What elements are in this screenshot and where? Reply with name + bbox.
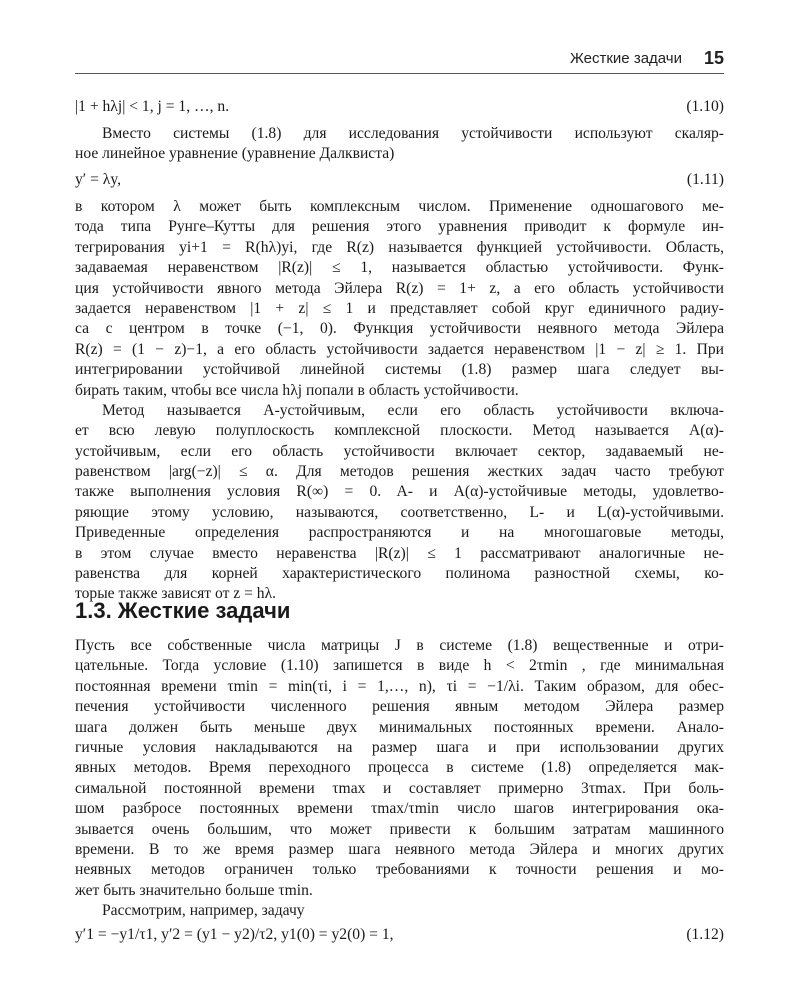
text-block-top	[75, 97, 724, 192]
paragraph-line: ет всю левую полуплоскость комплексной плоскости. Метод называется A(α)-	[75, 422, 724, 440]
page-number: 15	[703, 48, 724, 68]
paragraph-line: жет быть значительно больше τmin.	[75, 881, 313, 899]
paragraph-line: задаваемая неравенством |R(z)| ≤ 1, называется областью устойчивости. Функ-	[75, 259, 724, 277]
equation-1-11	[75, 170, 724, 192]
paragraph-line: ция устойчивости явного метода Эйлера R(z) = 1+ z, а его область устойчивости	[75, 279, 724, 297]
equation-1-12	[75, 925, 724, 947]
paragraph-line: тода типа Рунге–Кутты для решения этого уравнения приводит к формуле ин-	[75, 218, 724, 236]
text-block-stability	[75, 197, 724, 605]
paragraph-line: равенства для корней характеристического полинома разностной схемы, ко-	[75, 565, 724, 583]
paragraph-line: ряющие этому условию, называются, соответственно, L- и L(α)-устойчивыми.	[75, 503, 724, 521]
paragraph-line: устойчивым, если его область устойчивости включает сектор, задаваемый не-	[75, 442, 724, 460]
text-block-stiff	[75, 636, 724, 947]
paragraph-line: неявных методов ограничен только требованиями к точности решения и мо-	[75, 861, 724, 879]
paragraph-line: R(z) = (1 − z)−1, а его область устойчивости задается неравенством |1 − z| ≥ 1. При	[75, 340, 724, 358]
equation-formula: |1 + hλj| < 1, j = 1, …, n.	[75, 98, 230, 115]
paragraph-line: са с центром в точке (−1, 0). Функция устойчивости неявного метода Эйлера	[75, 320, 724, 338]
paragraph-line: ное линейное уравнение (уравнение Далквиста)	[75, 145, 395, 163]
paragraph-line: Метод называется A-устойчивым, если его область устойчивости включа-	[102, 401, 724, 419]
equation-1-10	[75, 97, 724, 119]
equation-formula: y′ = λy,	[75, 170, 122, 188]
paragraph-line: гичные условия накладываются на размер шага и при использовании других	[75, 738, 724, 756]
paragraph-line: бирать таким, чтобы все числа hλj попали в область устойчивости.	[75, 381, 519, 399]
paragraph-line: Приведенные определения распространяются и на многошаговые методы,	[75, 524, 724, 542]
paragraph-line: явных методов. Время переходного процесса в системе (1.8) определяется мак-	[75, 759, 724, 777]
paragraph-line: симальной постоянной времени τmax и составляет примерно 3τmax. При боль-	[75, 779, 724, 797]
paragraph-line: интегрировании устойчивой линейной системы (1.8) размер шага следует вы-	[75, 361, 724, 379]
paragraph-line: в котором λ может быть комплексным числом. Применение одношагового ме-	[75, 198, 724, 215]
paragraph-line: цательные. Тогда условие (1.10) запишется в виде h < 2τmin , где минимальная	[75, 657, 724, 675]
equation-formula: y′1 = −y1/τ1, y′2 = (y1 − y2)/τ2, y1(0) = y2(0) = 1,	[75, 926, 394, 944]
equation-number: (1.12)	[686, 926, 724, 944]
header-rule	[75, 73, 724, 74]
section-heading: 1.3. Жесткие задачи	[75, 598, 291, 623]
paragraph-line: в этом случае вместо неравенства |R(z)| ≤ 1 рассматривают аналогичные не-	[75, 544, 724, 562]
paragraph-line: зывается очень большим, что может привести к большим затратам машинного	[75, 820, 724, 838]
equation-number: (1.11)	[686, 170, 724, 188]
paragraph-line: торые также зависят от z = hλ.	[75, 585, 277, 603]
running-title: Жесткие задачи	[569, 50, 682, 67]
paragraph-line: постоянная времени τmin = min(τi, i = 1,…, n), τi = −1/λi. Таким образом, для обес-	[75, 677, 724, 695]
paragraph-line: также выполнения условия R(∞) = 0. A- и A(α)-устойчивые методы, удовлетво-	[75, 483, 724, 501]
paragraph-line: тегрирования yi+1 = R(hλ)yi, где R(z) называется функцией устойчивости. Область,	[75, 238, 724, 256]
paragraph-line: времени. В то же время размер шага неявного метода Эйлера и многих других	[75, 840, 724, 858]
paragraph-line: задается неравенством |1 + z| ≤ 1 и представляет собой круг единичного радиу-	[75, 299, 724, 317]
paragraph-line: печения устойчивости численного решения явным методом Эйлера размер	[75, 698, 724, 716]
paragraph-line: шом разбросе постоянных времени τmax/τmin число шагов интегрирования ока-	[75, 800, 724, 818]
paragraph-line: Пусть все собственные числа матрицы J в системе (1.8) вещественные и отри-	[75, 637, 724, 654]
paragraph-line: шага должен быть меньше двух минимальных постоянных времени. Анало-	[75, 718, 724, 736]
paragraph-line: Рассмотрим, например, задачу	[102, 902, 305, 920]
paragraph-line: Вместо системы (1.8) для исследования устойчивости используют скаляр-	[102, 125, 724, 142]
equation-number: (1.10)	[686, 98, 724, 115]
paragraph-line: равенством |arg(−z)| ≤ α. Для методов решения жестких задач часто требуют	[75, 463, 724, 481]
running-head	[75, 48, 724, 72]
